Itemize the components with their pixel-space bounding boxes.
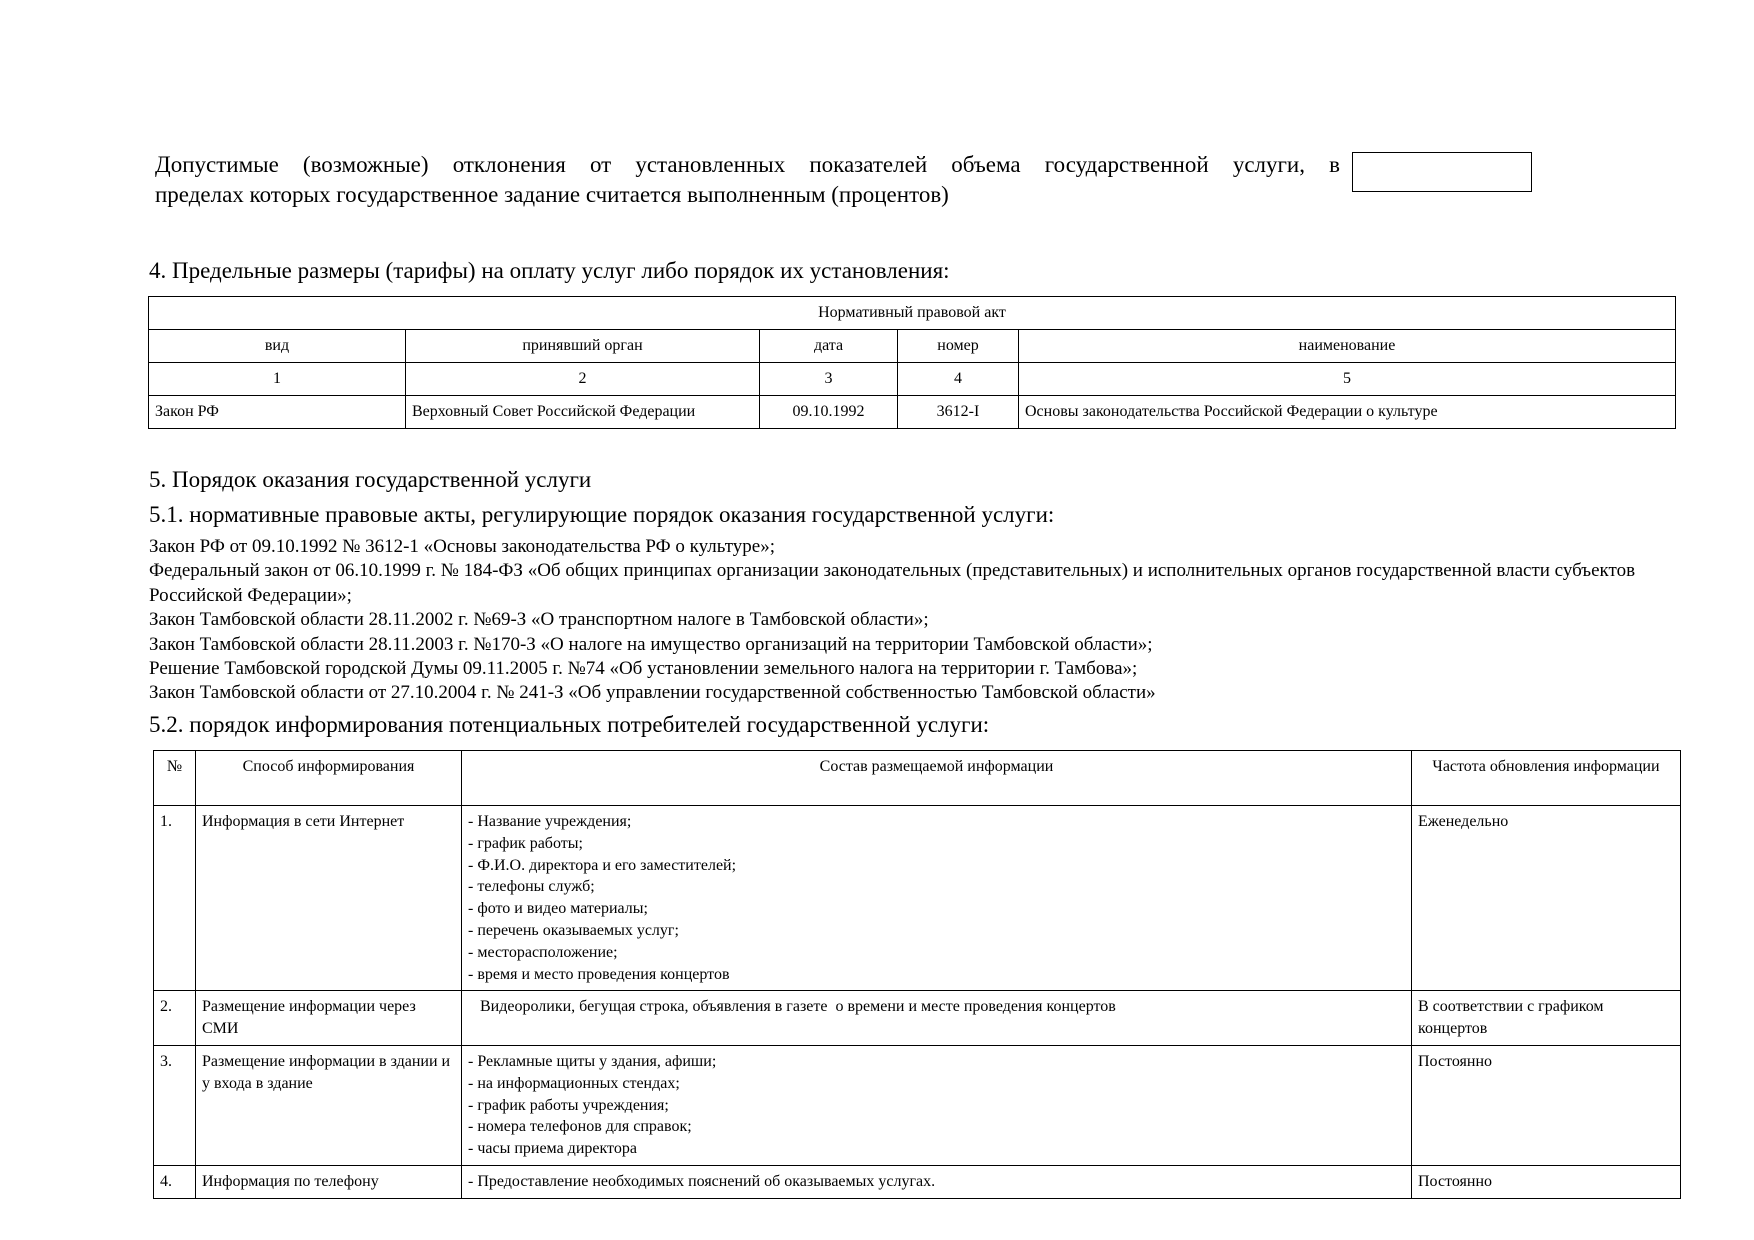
cell-number: 3612-I (898, 396, 1019, 429)
deviation-paragraph (155, 150, 1340, 210)
content-line: - график работы; (468, 834, 583, 852)
table-caption: Нормативный правовой акт (149, 297, 1676, 330)
tariff-acts-table (148, 296, 1676, 429)
section5-title: 5. Порядок оказания государственной услуги (149, 467, 592, 492)
header-content: Состав размещаемой информации (462, 751, 1412, 806)
content-line: - номера телефонов для справок; (468, 1118, 692, 1136)
content-line: - время и место проведения концертов (468, 965, 730, 983)
cell-frequency: Постоянно (1412, 1045, 1681, 1165)
cell-method: Размещение информации в здании и у входа в здание (196, 1045, 462, 1165)
content-line: - месторасположение; (468, 943, 618, 961)
cell-method: Информация по телефону (196, 1165, 462, 1198)
header-num: № (154, 751, 196, 806)
table-row (149, 396, 1676, 429)
col-number: 4 (898, 363, 1019, 396)
table-row (154, 991, 1681, 1046)
header-authority: принявший орган (406, 330, 760, 363)
cell-frequency: Постоянно (1412, 1165, 1681, 1198)
deviation-text-line1: Допустимые (возможные) отклонения от установленных показателей объема государственной услуги, в (155, 152, 1340, 177)
deviation-text-line2: пределах которых государственное задание считается выполненным (процентов) (155, 182, 949, 207)
table-row (154, 1165, 1681, 1198)
cell-frequency: В соответствии с графиком концертов (1412, 991, 1681, 1046)
cell-method: Размещение информации через СМИ (196, 991, 462, 1046)
legal-acts-list (149, 535, 1649, 706)
content-line: - график работы учреждения; (468, 1096, 669, 1114)
header-frequency: Частота обновления информации (1412, 751, 1681, 806)
table-row (154, 806, 1681, 991)
section5-1-title: 5.1. нормативные правовые акты, регулирующие порядок оказания государственной услуги: (149, 502, 1055, 527)
cell-method: Информация в сети Интернет (196, 806, 462, 991)
legal-act-item: Решение Тамбовской городской Думы 09.11.2005 г. №74 «Об установлении земельного налога на территории г. Тамбова»; (149, 658, 1138, 680)
content-line: - Ф.И.О. директора и его заместителей; (468, 856, 737, 874)
content-line: - телефоны служб; (468, 878, 595, 896)
content-line: - на информационных стендах; (468, 1074, 680, 1092)
header-number: номер (898, 330, 1019, 363)
content-line: - Название учреждения; (468, 813, 632, 830)
cell-content (462, 1165, 1412, 1198)
legal-act-item: Федеральный закон от 06.10.1999 г. № 184-ФЗ «Об общих принципах организации законодательных (представительных) и исполнительных органов государственной власти субъектов Российской Федерации»; (149, 560, 1636, 606)
cell-name: Основы законодательства Российской Федерации о культуре (1019, 396, 1676, 429)
section5-2-title: 5.2. порядок информирования потенциальных потребителей государственной услуги: (149, 712, 990, 737)
legal-act-item: Закон Тамбовской области 28.11.2002 г. №69-З «О транспортном налоге в Тамбовской области»; (149, 609, 929, 631)
content-line: - часы приема директора (468, 1140, 637, 1158)
legal-act-item: Закон Тамбовской области 28.11.2003 г. №170-З «О налоге на имущество организаций на территории Тамбовской области»; (149, 633, 1153, 655)
header-name: наименование (1019, 330, 1676, 363)
cell-content (462, 991, 1412, 1046)
cell-num: 4. (154, 1165, 196, 1198)
content-line: - перечень оказываемых услуг; (468, 921, 679, 939)
header-method: Способ информирования (196, 751, 462, 806)
cell-content (462, 806, 1412, 991)
content-line: Видеоролики, бегущая строка, объявления в газете о времени и месте проведения концертов (468, 998, 1116, 1016)
legal-act-item: Закон Тамбовской области от 27.10.2004 г. № 241-З «Об управлении государственной собственностью Тамбовской области» (149, 682, 1156, 704)
col-number: 3 (760, 363, 898, 396)
content-line: - Рекламные щиты у здания, афиши; (468, 1052, 717, 1070)
cell-frequency: Еженедельно (1412, 806, 1681, 991)
content-line: - Предоставление необходимых пояснений об оказываемых услугах. (468, 1172, 936, 1190)
cell-content (462, 1045, 1412, 1165)
cell-kind: Закон РФ (149, 396, 406, 429)
legal-act-item: Закон РФ от 09.10.1992 № 3612-1 «Основы законодательства РФ о культуре»; (149, 536, 775, 557)
table-header-row (149, 330, 1676, 363)
content-line: - фото и видео материалы; (468, 900, 648, 918)
table-row (154, 1045, 1681, 1165)
cell-date: 09.10.1992 (760, 396, 898, 429)
header-kind: вид (149, 330, 406, 363)
col-number: 2 (406, 363, 760, 396)
table-header-row (154, 751, 1681, 806)
cell-num: 2. (154, 991, 196, 1046)
col-number: 1 (149, 363, 406, 396)
cell-authority: Верховный Совет Российской Федерации (406, 396, 760, 429)
informing-table (153, 750, 1681, 1199)
col-number: 5 (1019, 363, 1676, 396)
table-numbers-row (149, 363, 1676, 396)
deviation-percent-field[interactable] (1352, 152, 1532, 192)
cell-num: 3. (154, 1045, 196, 1165)
header-date: дата (760, 330, 898, 363)
cell-num: 1. (154, 806, 196, 991)
section4-title: 4. Предельные размеры (тарифы) на оплату услуг либо порядок их установления: (149, 258, 950, 283)
